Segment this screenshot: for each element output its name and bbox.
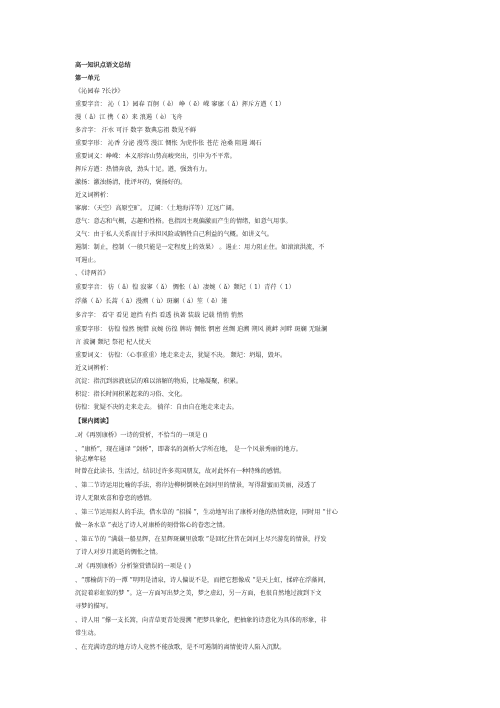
text-line: 意气：意志和气概，志趣和性格。也指因主观偏激而产生的情绪，如意气用事。 bbox=[75, 218, 292, 225]
poem-title: 、《诗两首》 bbox=[75, 270, 110, 277]
option-line: 、第五节的 “满载一船星辉，在星辉斑斓里放歌 ”是回忆往昔在剑河上尽兴游览的情景，抒发 bbox=[75, 536, 327, 543]
option-line: 、第二节诗运用比喻的手法，将岸边柳树倒映在剑河里的情景，写得甜蜜而美丽，浸透了 bbox=[75, 482, 317, 489]
text-line: 重要字形： 彷徨 惶然 惋惜 哀婉 彷徨 牌坊 惆怅 惘密 丝绸 迫溯 朔风 挑衅 河畔 斑斓 无耻澜 bbox=[75, 326, 328, 333]
question-line: .对《再别康桥》分析鉴赏错误的一项是 ( ) bbox=[75, 563, 191, 570]
text-line: 时曾在此读书、生活过，结识过许多英国朋友，故对此怀有一种特殊的感情。 bbox=[75, 468, 286, 475]
unit-heading: 第一单元 bbox=[75, 75, 100, 82]
text-line: 寻梦的描写。 bbox=[75, 603, 113, 610]
question-line: .对《再别康桥》一诗的赏析，不恰当的一项是 () bbox=[75, 432, 208, 439]
text-line: 重要词义： 彷徨：（心事重重）地走来走去，犹疑不决。 颓圮：坍塌，毁坏。 bbox=[75, 352, 287, 359]
text-line: 激扬：激浊扬清，批评坏的，褒扬好的。 bbox=[75, 179, 187, 186]
option-line: 、诗人用 “撑一支长篙，向青草更青处漫溯 ”把梦具象化，把抽象的诗意化为具体的形象，非 bbox=[75, 617, 327, 624]
option-line: 、“康桥”，现在通译 “剑桥”，即著名的剑桥大学所在地， 是一个风景秀丽的地方。 bbox=[75, 446, 302, 453]
option-line: 、在充满诗意的地方诗人竟然不能放歌，是不可遏制的离情使诗人陷入沉默。 bbox=[75, 644, 286, 651]
text-line: 漫（ ǎ）江 携（ ē）来 浪遏（ è）飞舟 bbox=[75, 114, 183, 121]
text-line: 重要词义：峥嵘：本义形容山势高峻突出，引申为不平常。 bbox=[75, 153, 236, 160]
text-line: 积淀：指长时间积累起来的习俗、文化。 bbox=[75, 391, 187, 398]
text-line: 了诗人对岁月流逝的惆怅之情。 bbox=[75, 549, 162, 556]
option-line: 、第三节运用拟人的手法，借水草的 “招摇 ”，生动地写出了康桥对他的热情欢迎，同时用 “甘心 bbox=[75, 509, 338, 516]
text-line: 重要字形： 沁香 分泌 漫骂 漫江 惆怅 为虎作伥 苍茫 沧桑 阻遏 竭石 bbox=[75, 140, 262, 147]
option-line: 、“那榆荫下的一潭 ”明明是清泉，诗人偏说不是，而把它想像成 “是天上虹，揉碎在浮藻间， bbox=[75, 577, 330, 584]
text-line: 挥斥方遒：热情奔放，劲头十足。遒，强劲有力。 bbox=[75, 166, 212, 173]
text-line: 沉淀着彩虹似的梦 ”。这一方面写出梦之美，梦之虚幻，另一方面，也很自然地过渡到下文 bbox=[75, 590, 322, 597]
text-line: 徐志摩年轻 bbox=[75, 456, 106, 463]
text-line: 彷徨：犹疑不决的走来走去。 徜徉：自由自在地走来走去。 bbox=[75, 404, 238, 411]
text-line: 多音字： 汗水 可汗 数字 数典忘祖 数见不鲜 bbox=[75, 127, 197, 134]
reading-heading: 【课内阅读】 bbox=[75, 418, 113, 425]
section-label: 近义词辨析： bbox=[75, 365, 113, 372]
text-line: 义气：由于私人关系而甘于承担风险或牺牲自己利益的气概。如讲义气。 bbox=[75, 231, 273, 238]
text-line: 浮藻（ ǎ）长蒿（ ā）漫溯（ ù）斑斓（ á）笙（ ē）箫 bbox=[75, 298, 228, 305]
text-line: 遏制：制止，控制（一般只能是一定程度上的效果） 。遏止：用力阻止住。如滚滚洪流，不 bbox=[75, 244, 325, 251]
text-line: 沉淀：指沉到溶液底层的难以溶解的物质，比喻凝聚，积累。 bbox=[75, 378, 243, 385]
text-line: 重要字音： 彷（ ǎ）徨 寂寥（ ǎ） 惆怅（ à）凄婉（ ǎ）颓圮（ 1）青荇（ 1） bbox=[75, 284, 295, 291]
doc-title: 高一知识点语文总结 bbox=[75, 62, 131, 69]
text-line: 做一条水草 ”表达了诗人对康桥的刻骨铭心的眷恋之情。 bbox=[75, 522, 229, 529]
poem-title: 《沁园春 ?长沙》 bbox=[75, 88, 124, 95]
text-line: 重要字音： 沁（ 1）园春 百舸（ ě） 峥（ ē）嵘 寥廓（ ǎ）挥斥方遒（ 1） bbox=[75, 101, 285, 108]
text-line: 可遏止。 bbox=[75, 257, 100, 264]
text-line: 诗人无限欢喜和眷恋的感情。 bbox=[75, 495, 156, 502]
text-line: 言 波澜 颓圮 祭祀 杞人忧天 bbox=[75, 339, 151, 346]
text-line: 寥廓：（天空）高原空旷。 辽阔：（土地海洋等）辽远广阔。 bbox=[75, 205, 238, 212]
text-line: 常生动。 bbox=[75, 630, 100, 637]
text-line: 多音字： 看守 看见 遮挡 有挡 看透 执著 装载 记载 悄悄 悄然 bbox=[75, 312, 244, 319]
section-label: 近义词辨析： bbox=[75, 192, 113, 199]
